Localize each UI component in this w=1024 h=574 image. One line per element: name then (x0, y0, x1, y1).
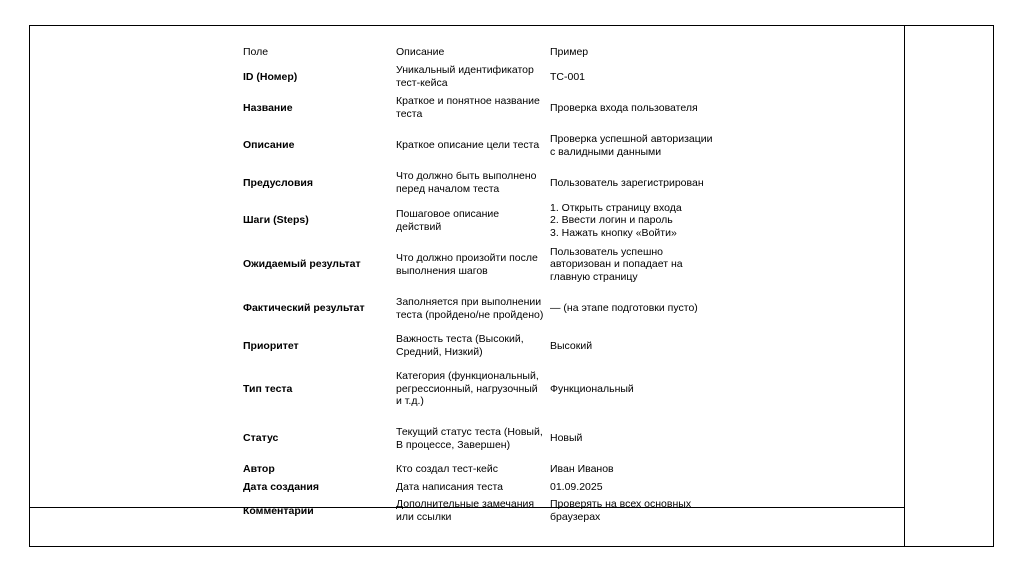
row-field: Тип теста (243, 382, 293, 395)
row-description: Что должно быть выполнено перед началом теста (396, 170, 537, 195)
row-field: Статус (243, 432, 279, 445)
table-row (243, 333, 723, 359)
row-description: Уникальный идентификатор тест-кейса (396, 64, 534, 89)
table-row (243, 462, 723, 476)
row-description: Категория (функциональный, регрессионный, нагрузочный и т.д.) (396, 370, 539, 408)
row-example: Проверка успешной авторизации с валидными данными (550, 132, 713, 158)
row-example: — (на этапе подготовки пусто) (550, 302, 698, 315)
row-field: Автор (243, 462, 275, 475)
row-field: Фактический результат (243, 302, 365, 315)
frame-divider-vertical (904, 25, 905, 547)
row-field: Описание (243, 139, 295, 152)
table-row (243, 95, 723, 121)
row-example: Функциональный (550, 382, 634, 395)
table-row (243, 480, 723, 494)
row-description: Краткое и понятное название теста (396, 95, 540, 120)
row-example: Пользователь успешно авторизован и попадает на главную страницу (550, 245, 683, 283)
table-row (243, 419, 723, 458)
table-row (243, 201, 723, 240)
row-example: 1. Открыть страницу входа 2. Ввести логин и пароль 3. Нажать кнопку «Войти» (550, 201, 682, 239)
row-description: Заполняется при выполнении теста (пройдено/не пройдено) (396, 295, 544, 321)
row-example: Пользователь зарегистрирован (550, 176, 704, 189)
row-description: Кто создал тест-кейс (396, 462, 499, 475)
row-example: Иван Иванов (550, 462, 614, 475)
table-row (243, 289, 723, 328)
row-example: Проверка входа пользователя (550, 101, 698, 114)
table-row (243, 64, 723, 90)
row-description: Что должно произойти после выполнения шагов (396, 251, 538, 277)
row-example: TC-001 (550, 70, 586, 83)
row-example: Проверять на всех основных браузерах (550, 498, 692, 523)
header-description: Описание (396, 45, 445, 58)
table-row (243, 498, 723, 524)
row-example: Новый (550, 432, 583, 445)
row-field: ID (Номер) (243, 70, 298, 83)
row-description: Дополнительные замечания или ссылки (396, 498, 535, 523)
table-header-row (243, 44, 723, 60)
row-example: Высокий (550, 339, 593, 352)
row-description: Пошаговое описание действий (396, 207, 500, 233)
row-description: Текущий статус теста (Новый, В процессе, Завершен) (396, 425, 543, 451)
table-row (243, 363, 723, 415)
row-field: Комментарии (243, 504, 314, 517)
row-field: Ожидаемый результат (243, 258, 361, 271)
header-example: Пример (550, 45, 589, 58)
row-field: Дата создания (243, 480, 319, 493)
table-row (243, 245, 723, 284)
row-field: Предусловия (243, 176, 313, 189)
table-row (243, 170, 723, 196)
row-field: Название (243, 101, 293, 114)
row-description: Дата написания теста (396, 480, 504, 493)
row-field: Приоритет (243, 339, 299, 352)
row-example: 01.09.2025 (550, 480, 603, 493)
row-description: Краткое описание цели теста (396, 139, 540, 152)
row-description: Важность теста (Высокий, Средний, Низкий) (396, 333, 524, 358)
table-row (243, 126, 723, 165)
row-field: Шаги (Steps) (243, 214, 309, 227)
test-case-table (243, 0, 723, 574)
header-field: Поле (243, 45, 269, 58)
